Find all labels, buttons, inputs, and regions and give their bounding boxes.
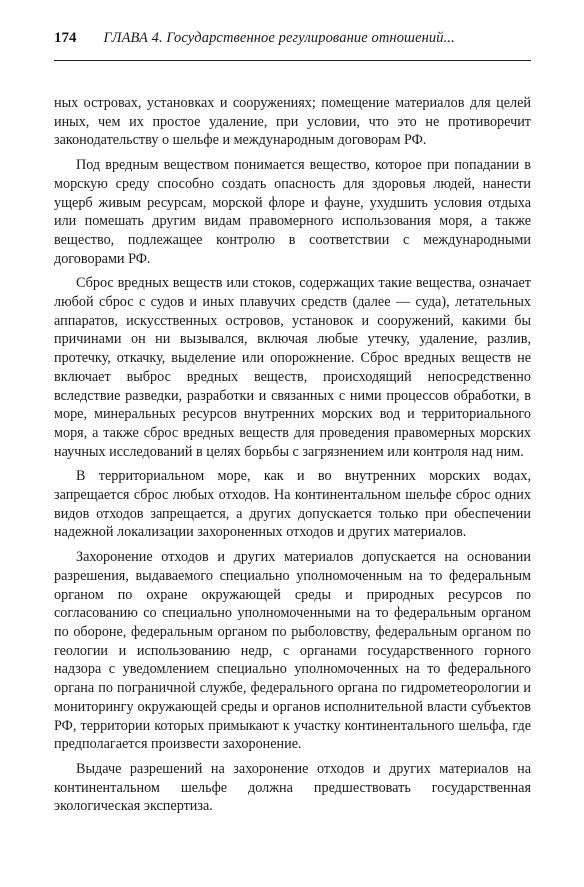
page-number: 174 bbox=[54, 30, 77, 46]
page-header bbox=[54, 30, 531, 60]
book-page bbox=[54, 30, 531, 860]
paragraph-territorial-sea: В территориальном море, как и во внутренних морских водах, запрещается сброс любых отходов. На континентальном шельфе сброс одних видов отходов запрещается, а других допускается только при обеспечении надежной локализации захороненных отходов и других материалов. bbox=[54, 468, 531, 541]
paragraph-discharge-definition: Сброс вредных веществ или стоков, содержащих такие вещества, означает любой сброс с судов и иных плавучих средств (далее — суда), летательных аппаратов, искусственных островов, установок и сооружений, какими бы причинами он ни вызывался, включая любые утечку, удаление, разлив, протечку, откачку, выделение или опорожнение. Сброс вредных веществ не включает выброс вредных веществ, происходящий непосредственно вследствие разведки, разработки и связанных с ними процессов обработки, в море, минеральных ресурсов внутренних морских вод и территориального моря, а также сброс вредных веществ для проведения правомерных морских научных исследований в целях борьбы с загрязнением или контроля над ним. bbox=[54, 275, 531, 460]
paragraph-dumping-permit: Захоронение отходов и других материалов допускается на основании разрешения, выдаваемого специально уполномоченным на то федеральным органом по охране окружающей среды и природных ресурсов по согласованию со специально уполномоченными на то федеральным органом по обороне, федеральным органом по рыболовству, федеральным органом по геологии и использованию недр, с органами государственного горного надзора с уведомлением специально уполномоченных на то федерального органа по пограничной службе, федерального органа по гидрометеорологии и мониторингу окружающей среды и органов исполнительной власти субъектов РФ, территории которых примыкают к участку континентального шельфа, где предполагается произвести захоронение. bbox=[54, 549, 531, 753]
header-divider bbox=[54, 60, 531, 61]
running-title: ГЛАВА 4. Государственное регулирование отношений... bbox=[103, 30, 455, 46]
paragraph-ecological-expertise: Выдаче разрешений на захоронение отходов и других материалов на континентальном шельфе должна предшествовать государственная экологическая экспертиза. bbox=[54, 760, 531, 815]
paragraph-continuation: ных островах, установках и сооружениях; помещение материалов для целей иных, чем их простое удаление, при условии, что это не противоречит законодательству о шельфе и международным договорам РФ. bbox=[54, 95, 531, 149]
paragraph-harmful-substance-definition: Под вредным веществом понимается вещество, которое при попадании в морскую среду способно создать опасность для здоровья людей, нанести ущерб живым ресурсам, морской флоре и фауне, ухудшить условия отдыха или помешать другим видам правомерного использования моря, а также вещество, подлежащее контролю в соответствии с международными договорами РФ. bbox=[54, 157, 531, 267]
body-text bbox=[54, 94, 531, 822]
